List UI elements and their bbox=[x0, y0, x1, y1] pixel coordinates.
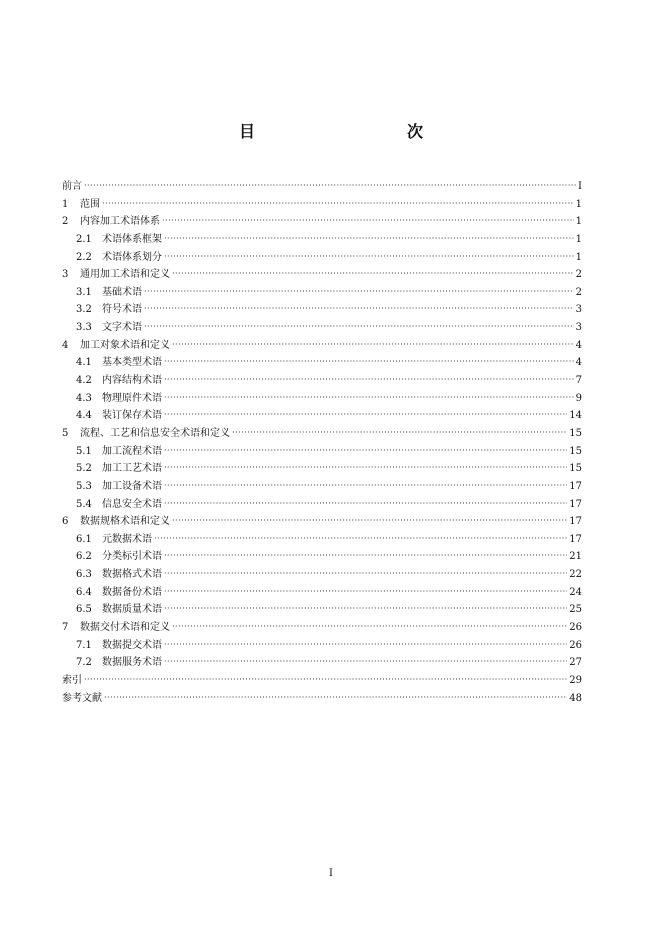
toc-entry-text: 装订保存术语 bbox=[102, 410, 162, 422]
toc-entry-label bbox=[62, 690, 104, 708]
toc-leader-dots bbox=[164, 565, 567, 583]
toc-leader-dots bbox=[164, 353, 574, 371]
toc-entry[interactable] bbox=[62, 637, 582, 655]
toc-entry[interactable] bbox=[62, 478, 582, 496]
toc-entry[interactable] bbox=[62, 231, 582, 249]
toc-leader-dots bbox=[172, 265, 574, 283]
toc-entry-label bbox=[62, 584, 164, 602]
toc-entry-label bbox=[62, 231, 164, 249]
toc-entry[interactable] bbox=[62, 425, 582, 443]
toc-entry-text: 术语体系框架 bbox=[102, 233, 162, 245]
toc-entry-number: 4.2 bbox=[76, 375, 92, 387]
toc-entry-page: 4 bbox=[574, 354, 582, 372]
toc-entry-label bbox=[62, 372, 164, 390]
toc-entry[interactable] bbox=[62, 531, 582, 549]
toc-leader-dots bbox=[104, 689, 567, 707]
toc-entry[interactable] bbox=[62, 213, 582, 231]
toc-entry-text: 元数据术语 bbox=[102, 533, 152, 545]
toc-entry-page: 2 bbox=[574, 284, 582, 302]
toc-entry-number: 7 bbox=[62, 622, 69, 634]
toc-entry-page: 1 bbox=[574, 213, 582, 231]
toc-entry-label bbox=[62, 496, 164, 514]
toc-entry-text: 流程、工艺和信息安全术语和定义 bbox=[80, 427, 230, 439]
toc-leader-dots bbox=[164, 230, 574, 248]
toc-entry-label bbox=[62, 460, 164, 478]
toc-leader-dots bbox=[102, 195, 574, 213]
toc-entry[interactable] bbox=[62, 496, 582, 514]
toc-entry-page: 3 bbox=[574, 319, 582, 337]
toc-entry-page: 15 bbox=[567, 460, 582, 478]
toc-entry-text: 范围 bbox=[80, 198, 100, 210]
toc-entry-page: 3 bbox=[574, 301, 582, 319]
toc-entry-label bbox=[62, 213, 162, 231]
toc-entry-text: 内容加工术语体系 bbox=[80, 216, 160, 228]
toc-entry-text: 通用加工术语和定义 bbox=[80, 269, 170, 281]
toc-entry-number: 5.2 bbox=[76, 463, 92, 475]
toc-entry-page: 2 bbox=[574, 266, 582, 284]
toc-entry[interactable] bbox=[62, 337, 582, 355]
toc-entry-label bbox=[62, 601, 164, 619]
toc-entry-number: 4.4 bbox=[76, 410, 92, 422]
toc-entry-text: 物理原件术语 bbox=[102, 392, 162, 404]
toc-entry-number: 6.5 bbox=[76, 604, 92, 616]
toc-entry-page: 17 bbox=[567, 531, 582, 549]
toc-entry-page: 1 bbox=[574, 196, 582, 214]
toc-entry-page: 21 bbox=[567, 548, 582, 566]
toc-entry-label bbox=[62, 407, 164, 425]
toc-entry-label bbox=[62, 531, 154, 549]
toc-entry-label bbox=[62, 284, 144, 302]
toc-leader-dots bbox=[164, 459, 567, 477]
toc-entry[interactable] bbox=[62, 460, 582, 478]
toc-entry[interactable] bbox=[62, 407, 582, 425]
toc-entry-number: 3 bbox=[62, 269, 69, 281]
toc-leader-dots bbox=[164, 477, 567, 495]
toc-entry-page: 25 bbox=[567, 601, 582, 619]
toc-entry[interactable] bbox=[62, 372, 582, 390]
toc-entry[interactable] bbox=[62, 690, 582, 708]
toc-entry-number: 4 bbox=[62, 339, 69, 351]
toc-entry-label bbox=[62, 654, 164, 672]
toc-entry-page: 26 bbox=[567, 637, 582, 655]
toc-entry-page: 9 bbox=[574, 390, 582, 408]
toc-entry-page: 15 bbox=[567, 425, 582, 443]
toc-entry-number: 3.2 bbox=[76, 304, 92, 316]
toc-entry-page: 24 bbox=[567, 584, 582, 602]
toc-entry-text: 加工流程术语 bbox=[102, 445, 162, 457]
toc-entry-number: 7.1 bbox=[76, 639, 92, 651]
toc-entry-number: 7.2 bbox=[76, 657, 92, 669]
toc-leader-dots bbox=[162, 212, 574, 230]
toc-leader-dots bbox=[172, 336, 574, 354]
toc-entry-text: 数据服务术语 bbox=[102, 657, 162, 669]
toc-entry-number: 4.3 bbox=[76, 392, 92, 404]
toc-entry[interactable] bbox=[62, 301, 582, 319]
toc-entry-page: 4 bbox=[574, 337, 582, 355]
toc-entry-number: 4.1 bbox=[76, 357, 92, 369]
toc-entry-number: 2.1 bbox=[76, 233, 92, 245]
toc-entry-page: 48 bbox=[567, 690, 582, 708]
toc-entry-number: 5.3 bbox=[76, 480, 92, 492]
toc-leader-dots bbox=[154, 530, 567, 548]
toc-entry-page: 17 bbox=[567, 513, 582, 531]
toc-entry[interactable] bbox=[62, 619, 582, 637]
toc-leader-dots bbox=[144, 318, 574, 336]
toc-entry-number: 5.1 bbox=[76, 445, 92, 457]
toc-entry-number: 6 bbox=[62, 516, 69, 528]
toc-entry-page: 15 bbox=[567, 443, 582, 461]
toc-entry-text: 数据提交术语 bbox=[102, 639, 162, 651]
toc-entry-label bbox=[62, 672, 84, 690]
toc-entry-page: 17 bbox=[567, 496, 582, 514]
toc-entry-label bbox=[62, 178, 84, 196]
toc-entry-text: 数据交付术语和定义 bbox=[80, 622, 170, 634]
toc-entry[interactable] bbox=[62, 513, 582, 531]
toc-entry-text: 内容结构术语 bbox=[102, 375, 162, 387]
toc-entry-page: 22 bbox=[567, 566, 582, 584]
toc-entry-label bbox=[62, 354, 164, 372]
toc-entry-number: 1 bbox=[62, 198, 69, 210]
toc-leader-dots bbox=[164, 583, 567, 601]
toc-leader-dots bbox=[172, 618, 567, 636]
toc-entry-label bbox=[62, 266, 172, 284]
toc-entry-label bbox=[62, 249, 164, 267]
toc-entry-number: 6.4 bbox=[76, 586, 92, 598]
toc-entry[interactable] bbox=[62, 319, 582, 337]
toc-leader-dots bbox=[172, 512, 567, 530]
toc-entry-page: 14 bbox=[567, 407, 582, 425]
toc-leader-dots bbox=[164, 371, 574, 389]
toc-entry-label bbox=[62, 513, 172, 531]
toc-entry[interactable] bbox=[62, 249, 582, 267]
toc-entry-text: 分类标引术语 bbox=[102, 551, 162, 563]
toc-entry-text: 数据质量术语 bbox=[102, 604, 162, 616]
toc-leader-dots bbox=[232, 424, 567, 442]
toc-leader-dots bbox=[84, 671, 567, 689]
toc-entry[interactable] bbox=[62, 390, 582, 408]
toc-entry-text: 加工对象术语和定义 bbox=[80, 339, 170, 351]
toc-entry-label bbox=[62, 566, 164, 584]
toc-entry[interactable] bbox=[62, 601, 582, 619]
toc-entry-page: I bbox=[576, 178, 582, 196]
toc-entry-text: 文字术语 bbox=[102, 322, 142, 334]
toc-entry-text: 加工设备术语 bbox=[102, 480, 162, 492]
toc-entry-text: 术语体系划分 bbox=[102, 251, 162, 263]
page-number: I bbox=[329, 868, 333, 879]
toc-leader-dots bbox=[164, 547, 567, 565]
toc-entry-number: 6.2 bbox=[76, 551, 92, 563]
toc-entry[interactable] bbox=[62, 266, 582, 284]
toc-entry-text: 参考文献 bbox=[62, 692, 102, 704]
toc-entry-label bbox=[62, 478, 164, 496]
toc-leader-dots bbox=[144, 283, 574, 301]
toc-entry-number: 6.3 bbox=[76, 569, 92, 581]
toc-entry-number: 6.1 bbox=[76, 533, 92, 545]
toc-leader-dots bbox=[144, 300, 574, 318]
toc-entry-text: 符号术语 bbox=[102, 304, 142, 316]
toc-entry[interactable] bbox=[62, 566, 582, 584]
toc-entry-page: 17 bbox=[567, 478, 582, 496]
toc-entry-page: 1 bbox=[574, 249, 582, 267]
toc-entry[interactable] bbox=[62, 354, 582, 372]
toc-leader-dots bbox=[164, 442, 567, 460]
toc-entry[interactable] bbox=[62, 196, 582, 214]
toc-leader-dots bbox=[164, 653, 567, 671]
toc-entry-label bbox=[62, 637, 164, 655]
table-of-contents bbox=[62, 178, 582, 707]
toc-entry-page: 27 bbox=[567, 654, 582, 672]
toc-entry-label bbox=[62, 319, 144, 337]
toc-leader-dots bbox=[164, 406, 567, 424]
toc-entry-page: 26 bbox=[567, 619, 582, 637]
toc-entry-number: 3.1 bbox=[76, 286, 92, 298]
toc-entry-number: 2 bbox=[62, 216, 69, 228]
toc-entry-text: 加工工艺术语 bbox=[102, 463, 162, 475]
toc-entry-text: 数据规格术语和定义 bbox=[80, 516, 170, 528]
toc-entry[interactable] bbox=[62, 284, 582, 302]
toc-entry[interactable] bbox=[62, 672, 582, 690]
toc-entry-number: 5.4 bbox=[76, 498, 92, 510]
toc-entry-text: 基本类型术语 bbox=[102, 357, 162, 369]
toc-entry-text: 数据格式术语 bbox=[102, 569, 162, 581]
toc-entry-label bbox=[62, 196, 102, 214]
toc-entry-label bbox=[62, 301, 144, 319]
toc-entry[interactable] bbox=[62, 654, 582, 672]
toc-entry-text: 前言 bbox=[62, 181, 82, 192]
toc-entry-page: 29 bbox=[567, 672, 582, 690]
toc-leader-dots bbox=[164, 636, 567, 654]
toc-entry-page: 7 bbox=[574, 372, 582, 390]
toc-entry[interactable] bbox=[62, 548, 582, 566]
toc-entry-text: 基础术语 bbox=[102, 286, 142, 298]
toc-entry-label bbox=[62, 425, 232, 443]
toc-entry-label bbox=[62, 619, 172, 637]
toc-entry-label bbox=[62, 337, 172, 355]
toc-leader-dots bbox=[164, 248, 574, 266]
toc-leader-dots bbox=[84, 177, 576, 195]
toc-entry[interactable] bbox=[62, 443, 582, 461]
toc-entry-number: 3.3 bbox=[76, 322, 92, 334]
page-title: 目 次 bbox=[238, 122, 463, 141]
toc-entry-label bbox=[62, 390, 164, 408]
toc-entry-label bbox=[62, 443, 164, 461]
toc-entry-text: 数据备份术语 bbox=[102, 586, 162, 598]
toc-entry-label bbox=[62, 548, 164, 566]
toc-leader-dots bbox=[164, 495, 567, 513]
toc-leader-dots bbox=[164, 600, 567, 618]
toc-leader-dots bbox=[164, 389, 574, 407]
toc-entry[interactable] bbox=[62, 178, 582, 196]
toc-entry-text: 信息安全术语 bbox=[102, 498, 162, 510]
toc-entry-number: 5 bbox=[62, 427, 69, 439]
toc-entry-number: 2.2 bbox=[76, 251, 92, 263]
toc-entry-page: 1 bbox=[574, 231, 582, 249]
toc-entry-text: 索引 bbox=[62, 674, 82, 686]
toc-entry[interactable] bbox=[62, 584, 582, 602]
